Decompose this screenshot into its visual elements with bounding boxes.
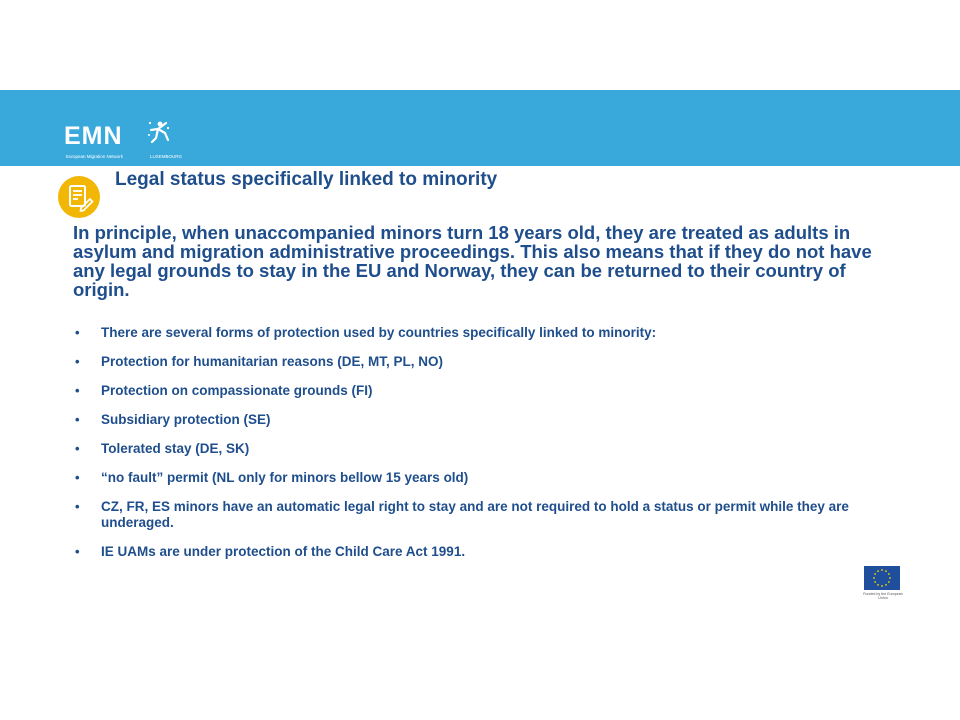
- list-item: [73, 325, 893, 341]
- emn-logo: [64, 118, 194, 164]
- list-item-text: Tolerated stay (DE, SK): [101, 441, 250, 456]
- eu-funding-caption: Funded by the European Union: [863, 592, 903, 600]
- list-item: [73, 354, 893, 370]
- bullet-marker: •: [75, 499, 80, 514]
- bullet-marker: •: [75, 544, 80, 559]
- bullet-marker: •: [75, 383, 80, 398]
- list-item: [73, 499, 893, 531]
- list-item: [73, 412, 893, 428]
- list-item: [73, 544, 893, 560]
- list-item: [73, 470, 893, 486]
- intro-paragraph: In principle, when unaccompanied minors turn 18 years old, they are treated as adults in asylum and migration administrative proceedings. This also means that if they do not have any legal grounds to stay in the EU and Norway, they can be returned to their country of origin.: [73, 222, 872, 300]
- logo-name: EMN: [64, 122, 123, 150]
- bullet-marker: •: [75, 470, 80, 485]
- bullet-marker: •: [75, 412, 80, 427]
- list-item-text: IE UAMs are under protection of the Child Care Act 1991.: [101, 544, 466, 559]
- list-item-text: CZ, FR, ES minors have an automatic legal right to stay and are not required to hold a status or permit while they are underaged.: [101, 499, 849, 530]
- list-item-text: Protection on compassionate grounds (FI): [101, 383, 373, 398]
- logo-country: LUXEMBOURG: [150, 154, 183, 159]
- list-item-text: “no fault” permit (NL only for minors bellow 15 years old): [101, 470, 469, 485]
- document-edit-icon: [57, 175, 101, 219]
- list-item: [73, 441, 893, 457]
- bullet-list: [73, 325, 893, 573]
- bullet-marker: •: [75, 441, 80, 456]
- list-item-text: Protection for humanitarian reasons (DE, MT, PL, NO): [101, 354, 444, 369]
- logo-subtitle: European Migration Network: [66, 154, 124, 159]
- stars-figure-icon: [146, 118, 172, 144]
- slide-heading: Legal status specifically linked to minority: [115, 169, 498, 190]
- list-item: [73, 383, 893, 399]
- list-item-text: Subsidiary protection (SE): [101, 412, 271, 427]
- list-item-text: There are several forms of protection used by countries specifically linked to minority:: [101, 325, 657, 340]
- eu-flag-icon: [864, 566, 900, 590]
- bullet-marker: •: [75, 354, 80, 369]
- bullet-marker: •: [75, 325, 80, 340]
